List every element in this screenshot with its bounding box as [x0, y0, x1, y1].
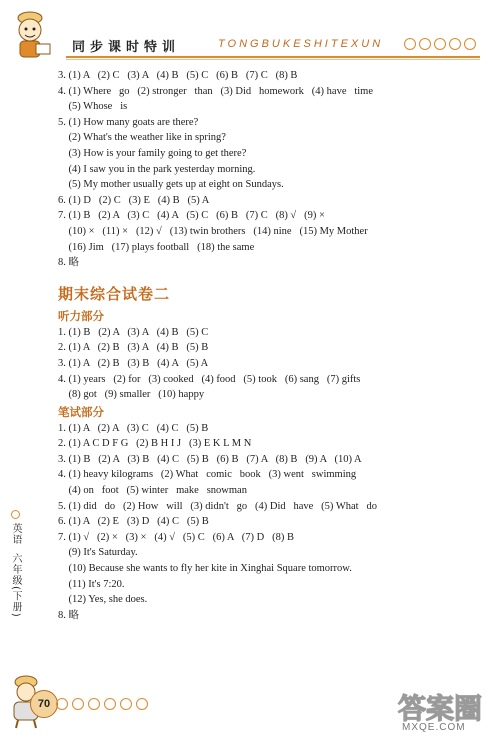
- circle-icon: [120, 698, 132, 710]
- exam-title: 期末综合试卷二: [58, 284, 171, 303]
- circle-icon: [11, 510, 20, 519]
- answer-line: 3. (1) B (2) A (3) B (4) C (5) B (6) B (7) A (8) B (9) A (10) A: [58, 453, 362, 465]
- circle-icon: [88, 698, 100, 710]
- circle-icon: [136, 698, 148, 710]
- answer-line: 8. 略: [58, 609, 79, 621]
- answer-line: 2. (1) A (2) B (3) A (4) B (5) B: [58, 342, 209, 354]
- page-footer: [0, 672, 500, 740]
- answer-line: (5) My mother usually gets up at eight on Sundays.: [58, 179, 284, 191]
- header-rule-thin: [66, 59, 480, 60]
- circle-icon: [104, 698, 116, 710]
- circle-icon: [434, 38, 446, 50]
- series-title: 同步课时特训: [72, 40, 181, 55]
- circle-icon: [449, 38, 461, 50]
- answer-line: (9) It's Saturday.: [58, 547, 138, 559]
- answer-line: 6. (1) A (2) E (3) D (4) C (5) B: [58, 516, 209, 528]
- answer-line: (12) Yes, she does.: [58, 594, 148, 606]
- watermark-logo-text: 答案圈: [398, 692, 483, 725]
- watermark-url: MXQE.COM: [402, 722, 466, 733]
- mascot-icon: [6, 10, 58, 62]
- listening-answers: [58, 325, 478, 403]
- answer-line: 6. (1) D (2) C (3) E (4) B (5) A: [58, 194, 210, 206]
- answer-line: (16) Jim (17) plays football (18) the same: [58, 241, 255, 253]
- side-label: [6, 510, 24, 618]
- answer-line: 4. (1) Where go (2) stronger than (3) Did homework (4) have time: [58, 85, 374, 97]
- answer-line: 8. 略: [58, 257, 79, 269]
- answer-line: 1. (1) B (2) A (3) A (4) B (5) C: [58, 326, 209, 338]
- answer-content: [58, 68, 478, 623]
- answer-line: (8) got (9) smaller (10) happy: [58, 389, 205, 401]
- circle-icon: [419, 38, 431, 50]
- answer-line: (4) on foot (5) winter make snowman: [58, 485, 247, 497]
- circle-icon: [404, 38, 416, 50]
- header-circles: [404, 38, 476, 50]
- answer-line: 3. (1) A (2) B (3) B (4) A (5) A: [58, 357, 209, 369]
- previous-answers: [58, 68, 478, 271]
- grade-label: 六年级(下册): [10, 553, 21, 618]
- written-section-title: 笔试部分: [58, 404, 104, 419]
- answer-line: 2. (1) A C D F G (2) B H I J (3) E K L M N: [58, 438, 252, 450]
- answer-line: (2) What's the weather like in spring?: [58, 132, 226, 144]
- series-pinyin: TONGBUKESHITEXUN: [218, 38, 384, 50]
- answer-line: 1. (1) A (2) A (3) C (4) C (5) B: [58, 422, 209, 434]
- answer-line: (5) Whose is: [58, 101, 128, 113]
- footer-circles: [56, 698, 148, 710]
- answer-line: (3) How is your family going to get there?: [58, 147, 247, 159]
- answer-line: (10) Because she wants to fly her kite in Xinghai Square tomorrow.: [58, 563, 352, 575]
- answer-line: 7. (1) B (2) A (3) C (4) A (5) C (6) B (7) C (8) √ (9) ×: [58, 210, 325, 222]
- answer-line: (11) It's 7:20.: [58, 578, 125, 590]
- answer-line: (10) × (11) × (12) √ (13) twin brothers (14) nine (15) My Mother: [58, 225, 368, 237]
- answer-line: 3. (1) A (2) C (3) A (4) B (5) C (6) B (7) C (8) B: [58, 70, 298, 81]
- answer-line: 4. (1) years (2) for (3) cooked (4) food (5) took (6) sang (7) gifts: [58, 373, 361, 385]
- answer-line: 5. (1) How many goats are there?: [58, 116, 199, 128]
- listening-section-title: 听力部分: [58, 308, 104, 323]
- page-number: 70: [30, 690, 58, 718]
- circle-icon: [72, 698, 84, 710]
- header-rule: [66, 56, 480, 58]
- answer-line: (4) I saw you in the park yesterday morning.: [58, 163, 256, 175]
- subject-label: 英语: [10, 523, 21, 545]
- page-header: [0, 0, 500, 62]
- answer-line: 4. (1) heavy kilograms (2) What comic book (3) went swimming: [58, 469, 357, 481]
- circle-icon: [464, 38, 476, 50]
- answer-line: 7. (1) √ (2) × (3) × (4) √ (5) C (6) A (7) D (8) B: [58, 531, 294, 543]
- written-answers: [58, 421, 478, 624]
- circle-icon: [56, 698, 68, 710]
- answer-line: 5. (1) did do (2) How will (3) didn't go (4) Did have (5) What do: [58, 500, 377, 512]
